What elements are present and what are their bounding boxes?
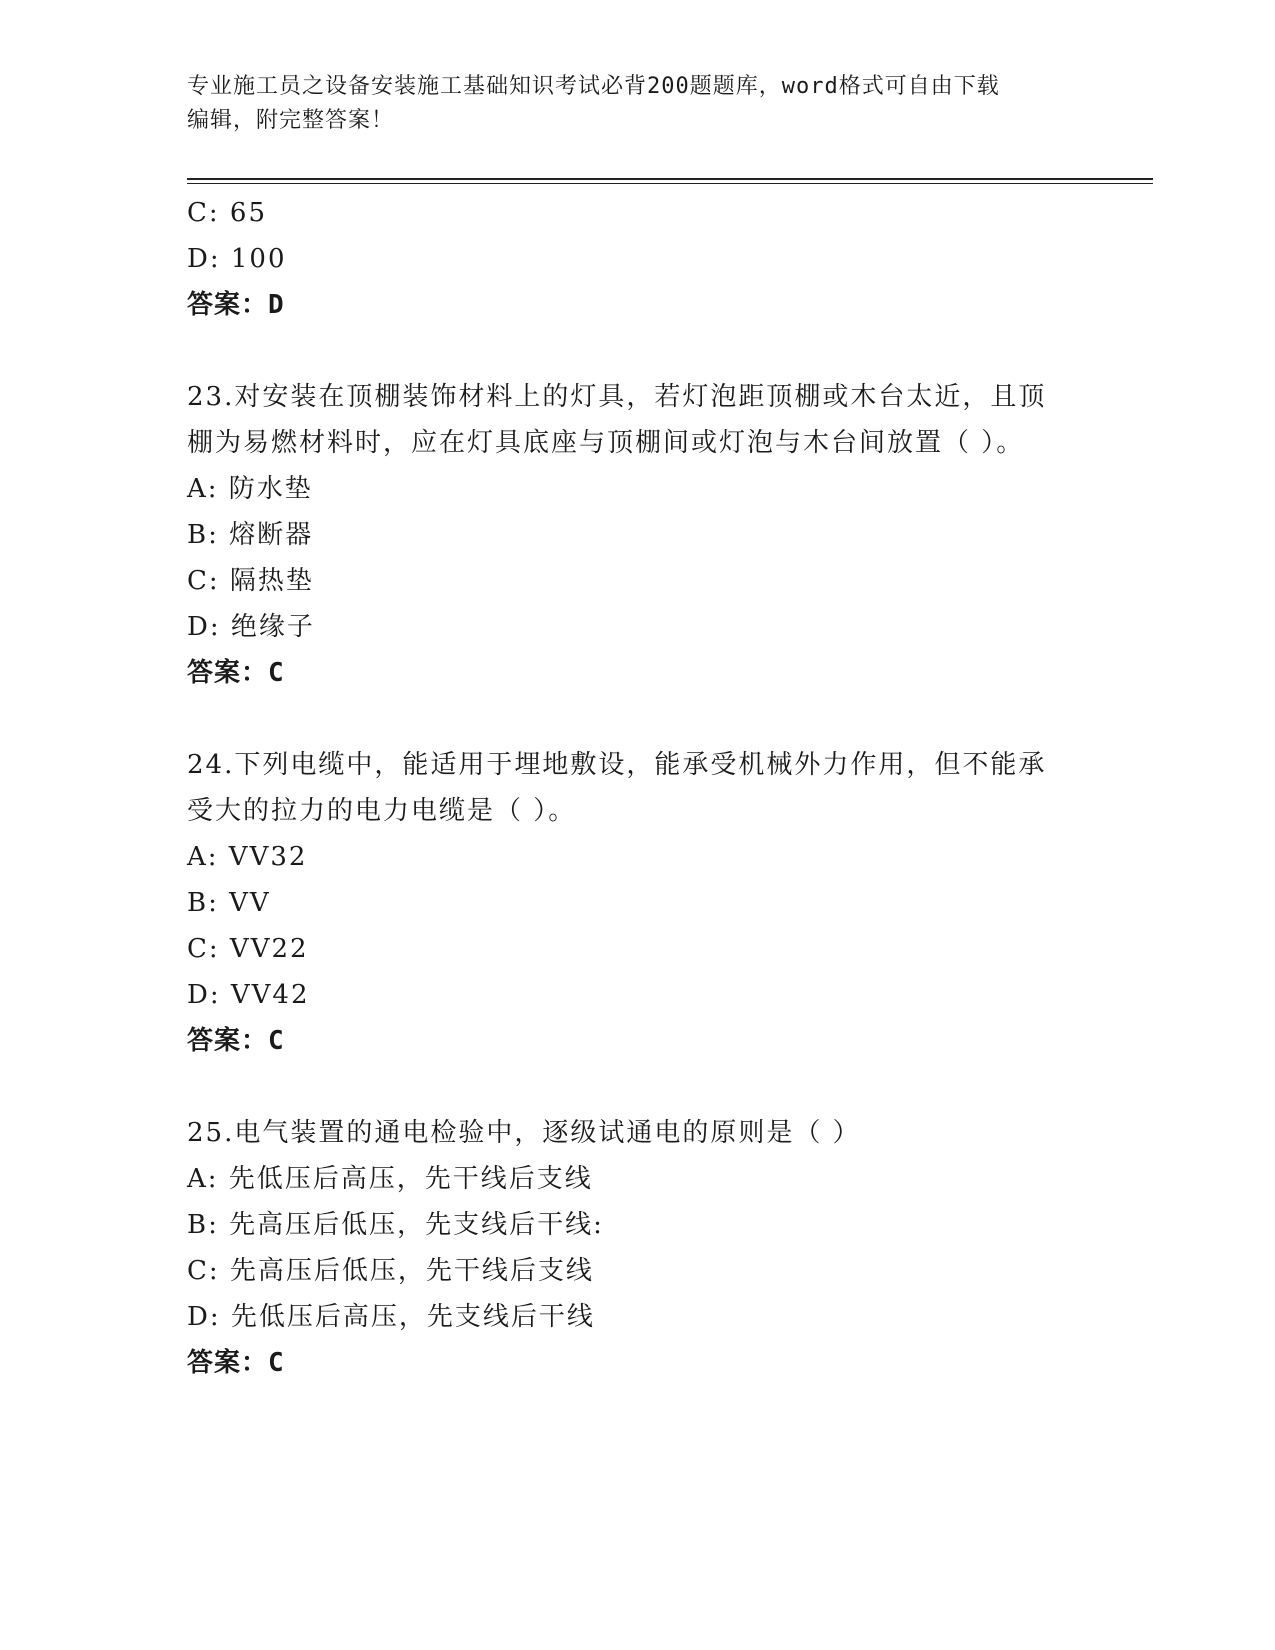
previous-question-tail — [187, 190, 1087, 328]
option-c: C: 先高压后低压，先干线后支线 — [187, 1256, 594, 1286]
option-b: B: 先高压后低压，先支线后干线: — [187, 1210, 604, 1240]
question-25 — [187, 1110, 1087, 1386]
question-text-line: 受大的拉力的电力电缆是（ ）。 — [187, 796, 577, 826]
option-c: C: 65 — [187, 198, 268, 228]
option-a: A: 防水垫 — [187, 474, 313, 504]
answer: 答案：C — [187, 658, 285, 688]
header-line-2: 编辑，附完整答案！ — [187, 108, 395, 133]
option-d: D: 先低压后高压，先支线后干线 — [187, 1302, 595, 1332]
option-a: A: 先低压后高压，先干线后支线 — [187, 1164, 593, 1194]
answer: 答案：D — [187, 290, 285, 320]
answer: 答案：C — [187, 1026, 285, 1056]
question-list — [187, 190, 1087, 1386]
option-a: A: VV32 — [187, 842, 308, 872]
header-line-1: 专业施工员之设备安装施工基础知识考试必背200题题库，word格式可自由下载 — [187, 74, 1000, 99]
option-d: D: VV42 — [187, 980, 310, 1010]
question-text-line: 23.对安装在顶棚装饰材料上的灯具，若灯泡距顶棚或木台太近，且顶 — [187, 382, 1047, 412]
option-d: D: 100 — [187, 244, 287, 274]
question-text-line: 25.电气装置的通电检验中，逐级试通电的原则是（ ） — [187, 1118, 861, 1148]
document-header — [187, 70, 1067, 138]
option-b: B: 熔断器 — [187, 520, 314, 550]
question-24 — [187, 742, 1087, 1064]
question-text-line: 24.下列电缆中，能适用于埋地敷设，能承受机械外力作用，但不能承 — [187, 750, 1047, 780]
option-c: C: VV22 — [187, 934, 309, 964]
question-23 — [187, 374, 1087, 696]
answer: 答案：C — [187, 1348, 285, 1378]
option-c: C: 隔热垫 — [187, 566, 314, 596]
question-text-line: 棚为易燃材料时，应在灯具底座与顶棚间或灯泡与木台间放置（ ）。 — [187, 428, 1025, 458]
option-b: B: VV — [187, 888, 271, 918]
header-divider — [187, 178, 1153, 184]
option-d: D: 绝缘子 — [187, 612, 315, 642]
